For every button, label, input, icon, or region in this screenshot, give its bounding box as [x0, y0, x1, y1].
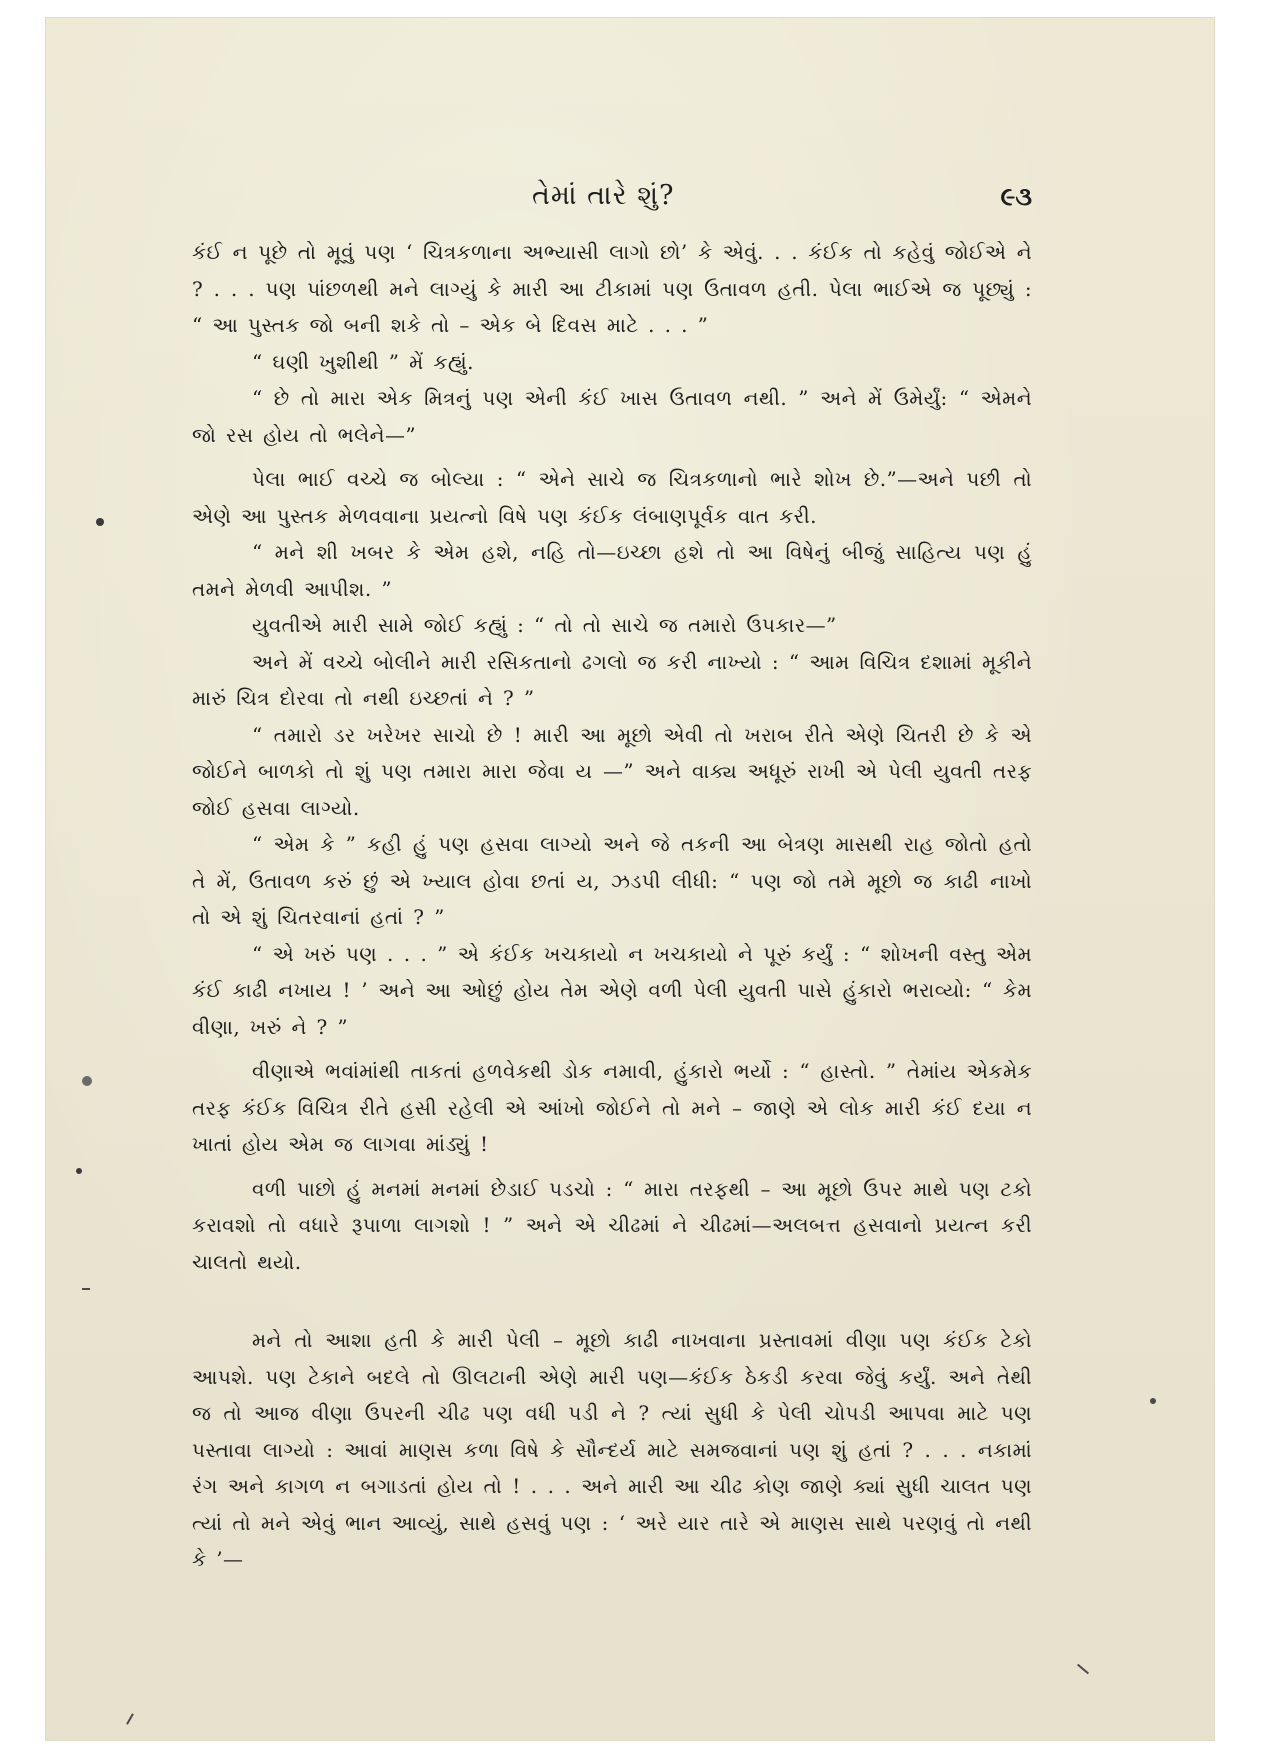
paragraph: “ મને શી ખબર કે એમ હશે, નહિ તો—ઇચ્છા હશે તો આ વિષેનું બીજું સાહિત્ય પણ હું તમને મેળવી આપીશ. ”	[192, 540, 1032, 601]
paragraph: વીણાએ ભવાંમાંથી તાકતાં હળવેકથી ડોક નમાવી, હુંકારો ભર્યો : “ હાસ્તો. ” તેમાંય એકમેક તરફ કંઈક વિચિત્ર રીતે હસી રહેલી એ આંખો જોઈને તો મને – જાણે એ લોક મારી કંઈ દયા ન ખાતાં હોય એમ જ લાગવા માંડ્યું !	[192, 1059, 1032, 1156]
paragraph: “ તમારો ડર ખરેખર સાચો છે ! મારી આ મૂછો એવી તો ખરાબ રીતે એણે ચિતરી છે કે એ જોઈને બાળકો તો શું પણ તમારા મારા જેવા ય —” અને વાક્ય અધૂરું રાખી એ પેલી યુવતી તરફ જોઈ હસવા લાગ્યો.	[192, 722, 1032, 820]
paragraph: “ એમ કે ” કહી હું પણ હસવા લાગ્યો અને જે તકની આ બેત્રણ માસથી રાહ જોતો હતો તે મેં, ઉતાવળ કરું છું એ ખ્યાલ હોવા છતાં ય, ઝડપી લીધી: “ પણ જો તમે મૂછો જ કાઢી નાખો તો એ શું ચિતરવાનાં હતાં ? ”	[192, 832, 1032, 929]
page-content	[192, 180, 1032, 1578]
paragraph: પેલા ભાઈ વચ્ચે જ બોલ્યા : “ એને સાચે જ ચિત્રકળાનો ભારે શોખ છે.”—અને પછી તો એણે આ પુસ્તક મેળવવાના પ્રયત્નો વિષે પણ કંઈક લંબાણપૂર્વક વાત કરી.	[192, 467, 1032, 528]
page-header	[192, 180, 1032, 224]
ink-mark	[82, 1288, 90, 1290]
ink-speck	[96, 518, 104, 526]
ink-speck	[76, 1168, 82, 1174]
ink-mark	[1150, 1398, 1156, 1404]
paragraph: વળી પાછો હું મનમાં મનમાં છેડાઈ પડચો : “ મારા તરફથી – આ મૂછો ઉપર માથે પણ ટકો કરાવશો તો વધારે રૂપાળા લાગશો ! ” અને એ ચીઢમાં ને ચીઢમાં—અલબત્ત હસવાનો પ્રયત્ન કરી ચાલતો થયો.	[192, 1176, 1032, 1274]
paragraph: મને તો આશા હતી કે મારી પેલી – મૂછો કાઢી નાખવાના પ્રસ્તાવમાં વીણા પણ કંઈક ટેકો આપશે. પણ ટેકાને બદલે તો ઊલટાની એણે મારી પણ—કંઈક ઠેકડી કરવા જેવું કર્યું. અને તેથી જ તો આજ વીણા ઉપરની ચીઢ પણ વધી પડી ને ? ત્યાં સુધી કે પેલી ચોપડી આપવા માટે પણ પસ્તાવા લાગ્યો : આવાં માણસ કળા વિષે કે સૌન્દર્ય માટે સમજવાનાં પણ શું હતાં ? . . . નકામાં રંગ અને કાગળ ન બગાડતાં હોય તો ! . . . અને મારી આ ચીઢ કોણ જાણે ક્યાં સુધી ચાલત પણ ત્યાં તો મને એવું ભાન આવ્યું, સાથે હસવું પણ : ‘ અરે યાર તારે એ માણસ સાથે પરણવું તો નથી કે ’—	[192, 1328, 1032, 1571]
paragraph: “ એ ખરું પણ . . . ” એ કંઈક ખચકાયો ન ખચકાયો ને પૂરું કર્યું : “ શોખની વસ્તુ એમ કંઈ કાઢી નખાય ! ’ અને આ ઓછું હોય તેમ એણે વળી પેલી યુવતી પાસે હુંકારો ભરાવ્યો: “ કેમ વીણા, ખરું ને ? ”	[192, 941, 1032, 1039]
ink-mark	[126, 1713, 134, 1724]
page-number: ૯૩	[1000, 182, 1032, 211]
ink-speck	[82, 1076, 92, 1086]
ink-mark	[1077, 1664, 1089, 1675]
paragraph: કંઈ ન પૂછે તો મૂવું પણ ‘ ચિત્રકળાના અભ્યાસી લાગો છો’ કે એવું. . . કંઈક તો કહેવું જોઈએ ને ? . . . પણ પાંછળથી મને લાગ્યું કે મારી આ ટીકામાં પણ ઉતાવળ હતી. પેલા ભાઈએ જ પૂછ્યું : “ આ પુસ્તક જો બની શકે તો – એક બે દિવસ માટે . . . ”	[192, 240, 1032, 337]
paragraph: યુવતીએ મારી સામે જોઈ કહ્યું : “ તો તો સાચે જ તમારો ઉપકાર—”	[252, 613, 837, 637]
paragraph: અને મેં વચ્ચે બોલીને મારી રસિકતાનો ઢગલો જ કરી નાખ્યો : “ આમ વિચિત્ર દશામાં મૂકીને મારું ચિત્ર દોરવા તો નથી ઇચ્છતાં ને ? ”	[192, 649, 1032, 710]
running-title: તેમાં તારે શું?	[532, 180, 675, 211]
paragraph: “ છે તો મારા એક મિત્રનું પણ એની કંઈ ખાસ ઉતાવળ નથી. ” અને મેં ઉમેર્યું: “ એમને જો રસ હોય તો ભલેને—”	[192, 386, 1032, 447]
paragraph: “ ઘણી ખુશીથી ” મેં કહ્યું.	[252, 349, 474, 374]
